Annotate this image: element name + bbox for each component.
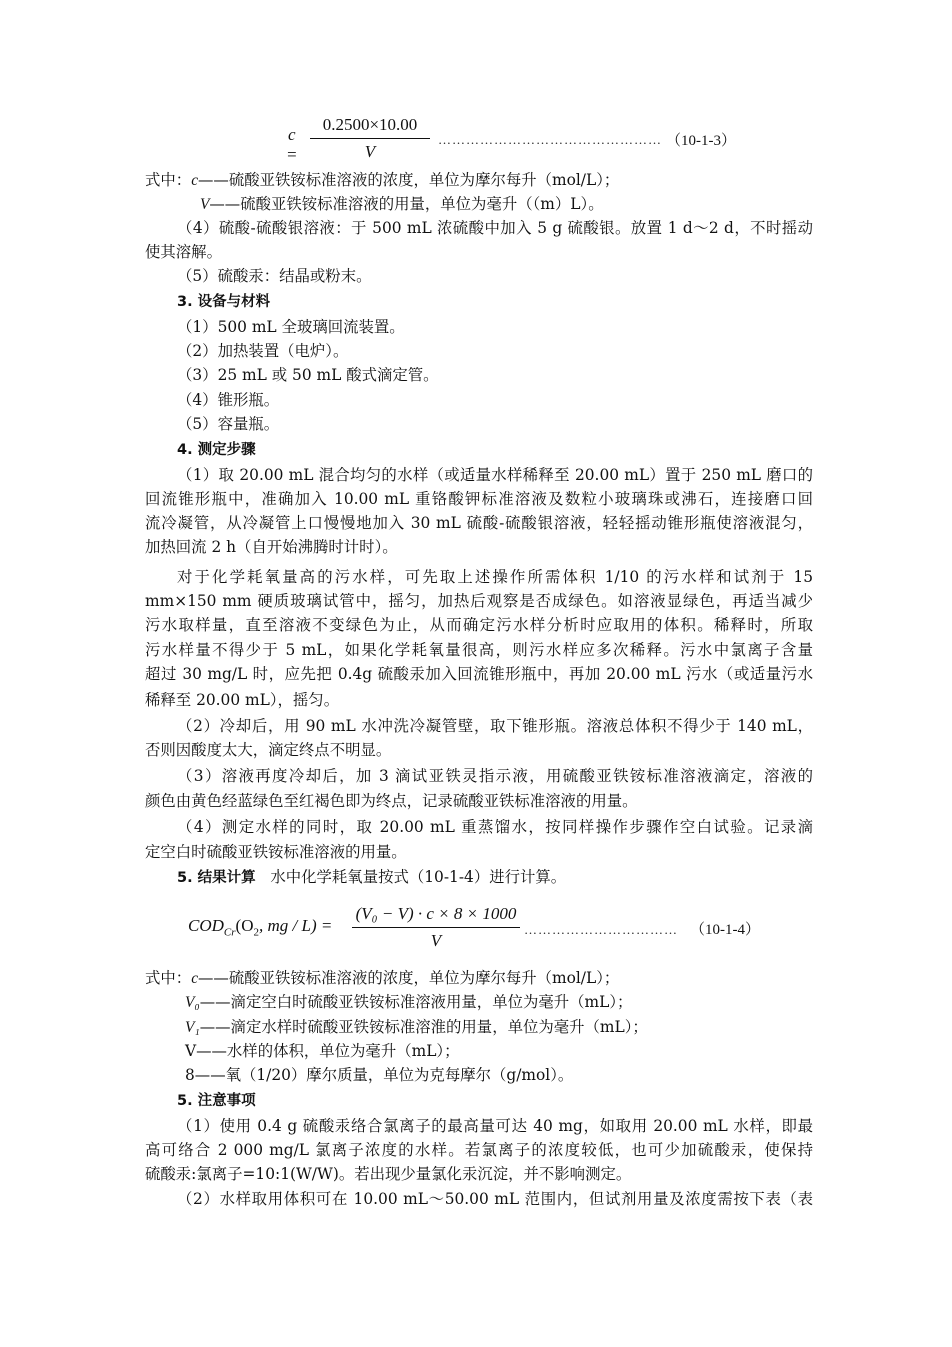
legend-symbol: 8 xyxy=(185,1066,195,1084)
fraction-bar xyxy=(310,138,430,139)
legend-row xyxy=(200,194,868,215)
paragraph-line: （3）溶液再度冷却后，加 3 滴试亚铁灵指示液，用硫酸亚铁铵标准溶液滴定，溶液的 xyxy=(177,767,813,785)
legend-row xyxy=(185,992,853,1013)
section-heading: 5. 注意事项 xyxy=(177,1093,256,1109)
legend-text: ——硫酸亚铁铵标准溶液的浓度，单位为摩尔每升（mol/L）； xyxy=(198,969,620,987)
legend-symbol: V xyxy=(185,1042,197,1060)
legend-text: ——滴定空白时硫酸亚铁铵标准溶液用量，单位为毫升（mL）； xyxy=(199,993,633,1011)
legend-symbol: V xyxy=(200,196,210,213)
legend-row xyxy=(185,1017,853,1038)
legend-text: ——滴定水样时硫酸亚铁铵标准溶淮的用量，单位为毫升（mL）； xyxy=(199,1018,648,1036)
paragraph-line: 对于化学耗氧量高的污水样，可先取上述操作所需体积 1/10 的污水样和试剂于 15 xyxy=(177,568,813,586)
list-item: （1）500 mL 全玻璃回流装置。 xyxy=(177,318,405,336)
equation-number: （10-1-3） xyxy=(666,133,736,149)
paragraph-line: 否则因酸度太大，滴定终点不明显。 xyxy=(145,741,392,759)
paragraph-line: （4）测定水样的同时，取 20.00 mL 重蒸馏水，按同样操作步骤作空白试验。记录滴 xyxy=(177,818,814,836)
paragraph-line: （4）硫酸-硫酸银溶液：于 500 mL 浓硫酸中加入 5 g 硫酸银。放置 1 d～2 d，不时摇动 xyxy=(177,219,813,237)
legend-row xyxy=(145,170,813,191)
fraction-bar xyxy=(352,927,520,928)
legend-row xyxy=(185,1041,853,1061)
section-row xyxy=(177,867,845,888)
equation-number: （10-1-4） xyxy=(690,922,760,938)
paragraph-line: （1）取 20.00 mL 混合均匀的水样（或适量水样稀释至 20.00 mL）置于 250 mL 磨口的 xyxy=(177,466,813,484)
formula-lhs: $COD_{Cr}(O_2$, mg / L) = xyxy=(188,916,333,939)
formula-denominator: V xyxy=(430,931,442,950)
paragraph-line: 定空白时硫酸亚铁铵标准溶液的用量。 xyxy=(145,843,407,861)
paragraph-line: 超过 30 mg/L 时，应先把 0.4g 硫酸汞加入回流锥形瓶中，再加 20.00 mL 污水（或适量污水 xyxy=(145,665,813,683)
formula-numerator: (V₀ − V) · c × 8 × 1000 xyxy=(355,904,517,923)
paragraph-line: 硫酸汞:氯离子=10:1(W/W)。若出现少量氯化汞沉淀，并不影响测定。 xyxy=(145,1165,632,1183)
paragraph-line: 颜色由黄色经蓝绿色至红褐色即为终点，记录硫酸亚铁标准溶液的用量。 xyxy=(145,792,638,810)
paragraph-line: （5）硫酸汞：结晶或粉末。 xyxy=(177,267,372,285)
legend-row xyxy=(185,1065,853,1085)
formula-denominator: V xyxy=(364,142,376,161)
paragraph-line: mm×150 mm 硬质玻璃试管中，摇匀，加热后观察是否成绿色。如溶液显绿色，再适当减少 xyxy=(145,592,813,610)
paragraph-line: （2）水样取用体积可在 10.00 mL～50.00 mL 范围内，但试剂用量及浓度需按下表（表 xyxy=(177,1190,813,1208)
list-item: （4）锥形瓶。 xyxy=(177,391,280,409)
section-text: 水中化学耗氧量按式（10-1-4）进行计算。 xyxy=(270,868,567,886)
paragraph-line: 高可络合 2 000 mg/L 氯离子浓度的水样。若氯离子的浓度较低，也可少加硫酸汞，使保持 xyxy=(145,1141,813,1159)
paragraph-line: （1）使用 0.4 g 硫酸汞络合氯离子的最高量可达 40 mg，如取用 20.00 mL 水样，即最 xyxy=(177,1117,813,1135)
paragraph-line: 使其溶解。 xyxy=(145,243,222,261)
legend-symbol: V₁ xyxy=(185,1019,200,1036)
formula-numerator: 0.2500×10.00 xyxy=(322,115,418,134)
leader-dots: ………………………………………… xyxy=(438,132,662,147)
paragraph-line: （2）冷却后，用 90 mL 水冲洗冷凝管壁，取下锥形瓶。溶液总体积不得少于 140 mL， xyxy=(177,717,813,735)
legend-text: ——氧（1/20）摩尔质量，单位为克每摩尔（g/mol）。 xyxy=(194,1066,574,1084)
legend-text: ——水样的体积，单位为毫升（mL）； xyxy=(196,1042,460,1060)
legend-prefix: 式中： xyxy=(145,171,192,189)
paragraph-line: 回流锥形瓶中，准确加入 10.00 mL 重铬酸钾标准溶液及数粒小玻璃珠或沸石，连接磨口回 xyxy=(145,490,813,508)
section-heading: 3. 设备与材料 xyxy=(177,294,271,310)
paragraph-line: 稀释至 20.00 mL），摇匀。 xyxy=(145,691,340,709)
list-item: （2）加热装置（电炉）。 xyxy=(177,342,349,360)
list-item: （3）25 mL 或 50 mL 酸式滴定管。 xyxy=(177,366,439,384)
section-heading: 4. 测定步骤 xyxy=(177,442,256,458)
paragraph-line: 加热回流 2 h（自开始沸腾时计时）。 xyxy=(145,538,398,556)
paragraph-line: 污水样量不得少于 5 mL，如果化学耗氧量很高，则污水样应多次稀释。污水中氯离子含量 xyxy=(145,641,813,659)
legend-symbol: c xyxy=(191,970,199,987)
paragraph-line: 污水取样量，直至溶液不变绿色为止，从而确定污水样分析时应取用的体积。稀释时，所取 xyxy=(145,616,813,634)
legend-text: ——硫酸亚铁铵标准溶液的用量，单位为毫升（（m）L）。 xyxy=(209,195,604,213)
section-heading: 5. 结果计算 xyxy=(177,870,256,886)
legend-text: ——硫酸亚铁铵标准溶液的浓度，单位为摩尔每升（mol/L）； xyxy=(198,171,620,189)
leader-dots: …………………………… xyxy=(524,922,678,937)
legend-symbol: c xyxy=(191,172,199,189)
formula-lhs: c = xyxy=(286,125,298,164)
paragraph-line: 流冷凝管，从冷凝管上口慢慢地加入 30 mL 硫酸-硫酸银溶液，轻轻摇动锥形瓶使溶液混匀， xyxy=(145,514,813,532)
list-item: （5）容量瓶。 xyxy=(177,415,280,433)
legend-symbol: V₀ xyxy=(185,994,200,1011)
legend-row: 式中：c——硫酸亚铁铵标准溶液的浓度，单位为摩尔每升（mol/L）； xyxy=(145,969,620,987)
